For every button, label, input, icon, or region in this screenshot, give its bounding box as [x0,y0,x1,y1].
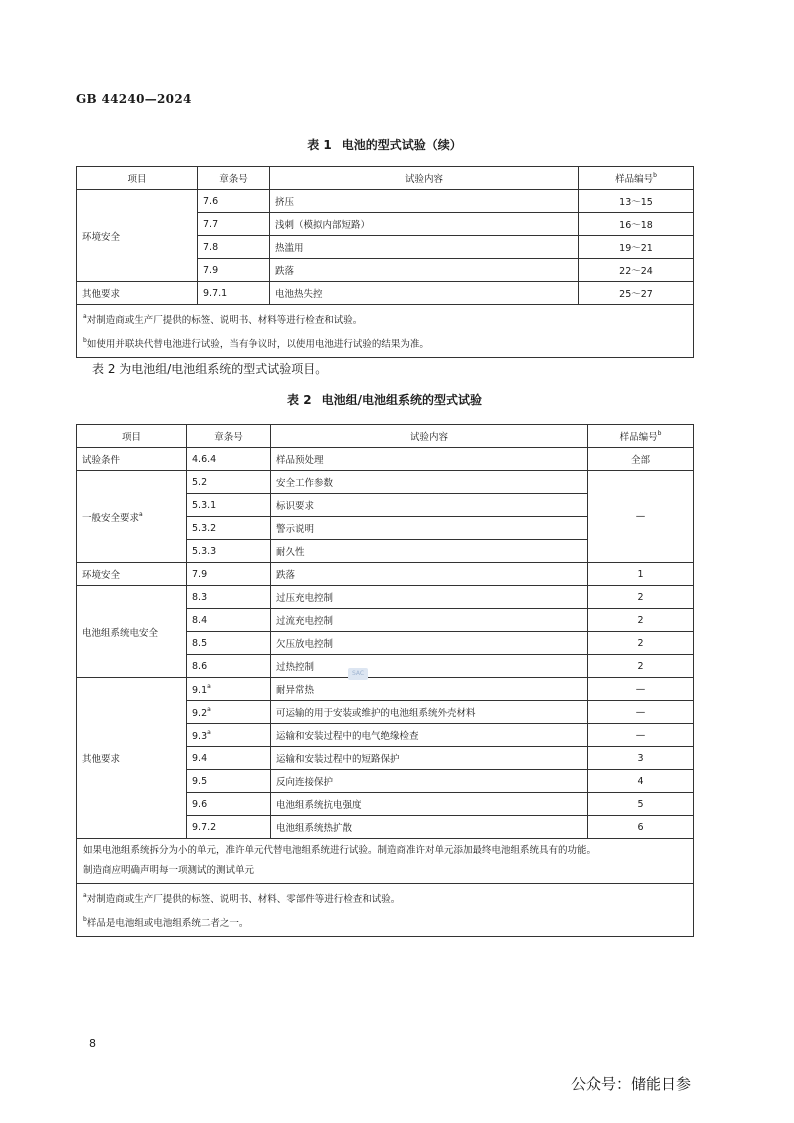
table2-sample: 1 [588,563,694,586]
table1-sample: 13～15 [579,190,694,213]
table2 [76,424,694,937]
table2-notes-row [77,884,694,937]
table2-content: 电池组系统抗电强度 [271,793,588,816]
table1-col-content: 试验内容 [270,167,579,190]
table2-title: 电池组/电池组系统的型式试验 [321,393,482,407]
table2-clause: 5.3.3 [187,540,271,563]
table2-clause: 9.5 [187,770,271,793]
table2-header-row [77,425,694,448]
table2-clause: 5.3.2 [187,517,271,540]
table1-sample: 22～24 [579,259,694,282]
table2-clause: 9.3$^a$ [187,724,271,747]
table2-note-a: $^a$对制造商或生产厂提供的标签、说明书、材料、零部件等进行检查和试验。 [83,892,401,905]
table1-clause: 7.8 [198,236,270,259]
table-row [77,678,694,701]
table2-col-sample: 样品编号$^b$ [588,425,694,448]
table2-content: 标识要求 [271,494,588,517]
table1-content: 热滥用 [270,236,579,259]
table1-content: 跌落 [270,259,579,282]
table2-split-note-line1: 如果电池组系统拆分为小的单元，准许单元代替电池组系统进行试验。制造商准许对单元添加最终电池组系统具有的功能。 [83,845,597,856]
table2-sample: 4 [588,770,694,793]
table1-clause: 7.9 [198,259,270,282]
table-row [77,586,694,609]
table1-note-b: $^b$如使用并联块代替电池进行试验，当有争议时，以使用电池进行试验的结果为准。 [83,337,429,350]
table2-sample: — [588,678,694,701]
table2-clause: 8.3 [187,586,271,609]
table1-note-a: $^a$对制造商或生产厂提供的标签、说明书、材料等进行检查和试验。 [83,313,363,326]
table2-item: 环境安全 [77,563,187,586]
table2-sample: 6 [588,816,694,839]
table2-col-clause: 章条号 [187,425,271,448]
table1-notes [77,305,694,358]
table2-content: 运输和安装过程中的短路保护 [271,747,588,770]
table2-item: 一般安全要求$^a$ [77,471,187,563]
table2-clause: 4.6.4 [187,448,271,471]
table2-col-content: 试验内容 [271,425,588,448]
table1-notes-row [77,305,694,358]
table2-item: 电池组系统电安全 [77,586,187,678]
table2-content: 欠压放电控制 [271,632,588,655]
table1-number: 表 1 [307,138,332,152]
table2-content: 过压充电控制 [271,586,588,609]
watermark-logo: SAC [348,668,368,680]
table1-clause: 7.6 [198,190,270,213]
table1-content: 挤压 [270,190,579,213]
table1-title: 电池的型式试验（续） [341,138,462,152]
table-row [77,282,694,305]
table2-content: 耐久性 [271,540,588,563]
table2-caption [76,391,693,408]
table2-sample: — [588,724,694,747]
table1-header-row [77,167,694,190]
table2-clause: 9.1$^a$ [187,678,271,701]
table2-content: 样品预处理 [271,448,588,471]
table2-number: 表 2 [287,393,312,407]
table2-notes [77,884,694,937]
table2-sample: 2 [588,655,694,678]
table1-item-other: 其他要求 [77,282,198,305]
table1 [76,166,694,358]
table1-sample: 16～18 [579,213,694,236]
table-row [77,448,694,471]
table1-item-env: 环境安全 [77,190,198,282]
table2-clause: 9.2$^a$ [187,701,271,724]
table2-clause: 8.6 [187,655,271,678]
table-row [77,563,694,586]
table2-intro: 表 2 为电池组/电池组系统的型式试验项目。 [92,362,328,376]
table1-clause: 9.7.1 [198,282,270,305]
table1-col-item: 项目 [77,167,198,190]
table2-content: 过热控制 [271,655,588,678]
table2-clause: 5.3.1 [187,494,271,517]
table2-sample: 2 [588,632,694,655]
table1-col-sample: 样品编号$^b$ [579,167,694,190]
table-row [77,471,694,494]
table1-caption [76,136,693,153]
table2-sample: 2 [588,586,694,609]
table2-note-b: $^b$样品是电池组或电池组系统二者之一。 [83,916,249,929]
table2-content: 电池组系统热扩散 [271,816,588,839]
table2-col-item: 项目 [77,425,187,448]
table1-sample: 19～21 [579,236,694,259]
table2-sample: 3 [588,747,694,770]
table2-split-note [77,839,694,884]
table2-clause: 9.6 [187,793,271,816]
table2-clause: 8.4 [187,609,271,632]
table2-split-note-row [77,839,694,884]
table2-sample: — [588,471,694,563]
table2-content: 警示说明 [271,517,588,540]
table2-clause: 8.5 [187,632,271,655]
table1-sample: 25～27 [579,282,694,305]
table2-sample: — [588,701,694,724]
table2-clause: 5.2 [187,471,271,494]
table-row [77,190,694,213]
table2-sample: 全部 [588,448,694,471]
table2-item: 其他要求 [77,678,187,839]
footer-source: 公众号：储能日参 [571,1075,692,1093]
table2-content: 可运输的用于安装或维护的电池组系统外壳材料 [271,701,588,724]
table2-sample: 2 [588,609,694,632]
standard-number: GB 44240—2024 [76,92,192,106]
table2-content: 过流充电控制 [271,609,588,632]
table1-col-clause: 章条号 [198,167,270,190]
table2-clause: 9.7.2 [187,816,271,839]
table2-clause: 9.4 [187,747,271,770]
table2-content: 运输和安装过程中的电气绝缘检查 [271,724,588,747]
table2-sample: 5 [588,793,694,816]
table1-clause: 7.7 [198,213,270,236]
page-number: 8 [89,1037,96,1050]
table2-content: 耐异常热 [271,678,588,701]
table2-content: 跌落 [271,563,588,586]
table2-content: 安全工作参数 [271,471,588,494]
table2-clause: 7.9 [187,563,271,586]
table2-item: 试验条件 [77,448,187,471]
table2-split-note-line2: 制造商应明确声明每一项测试的测试单元 [83,865,255,876]
table1-content: 电池热失控 [270,282,579,305]
table1-content: 浅刺（模拟内部短路） [270,213,579,236]
table2-content: 反向连接保护 [271,770,588,793]
